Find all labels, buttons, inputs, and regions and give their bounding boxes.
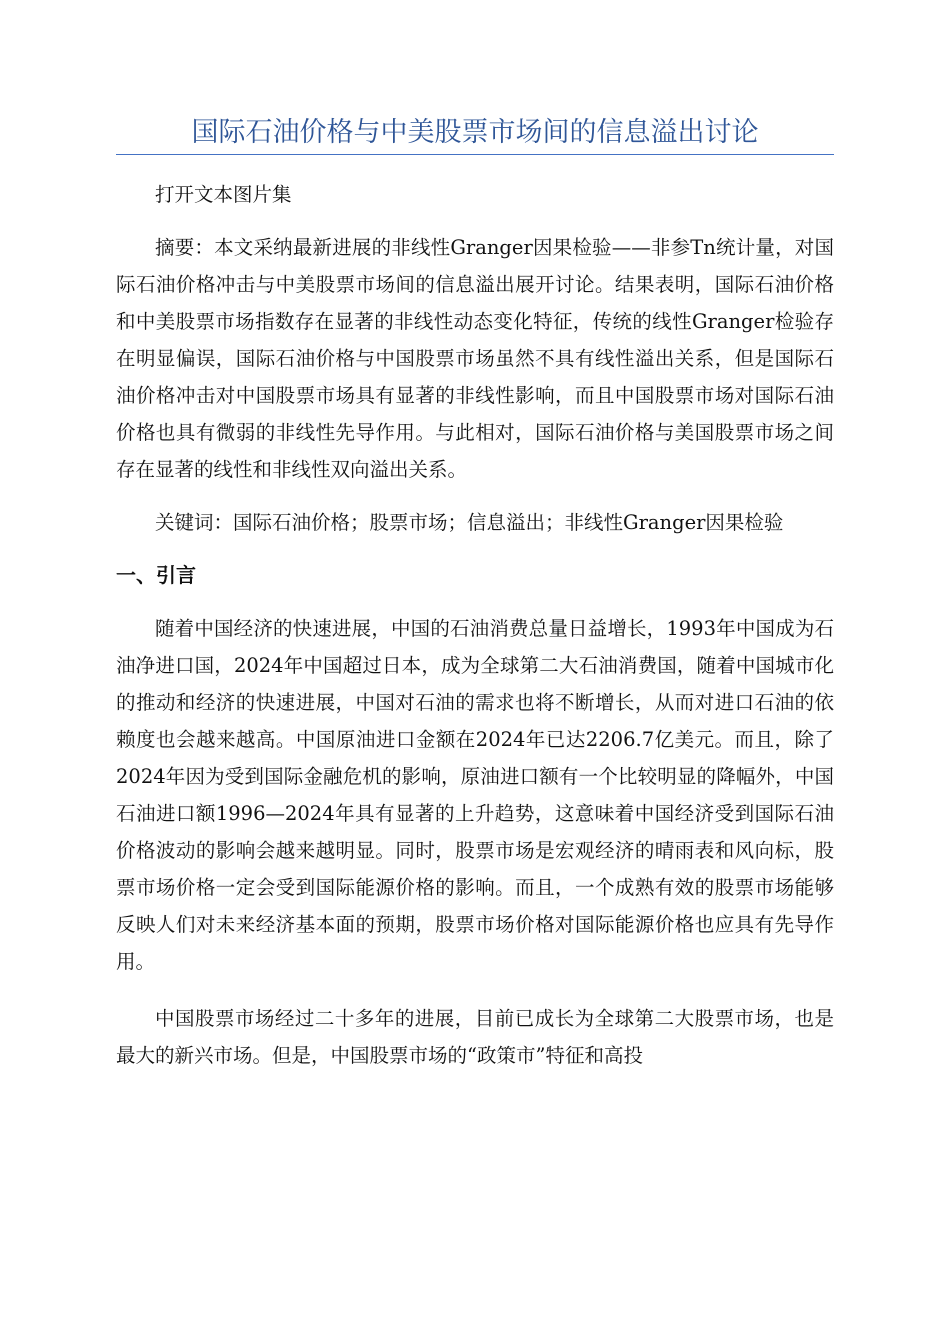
intro-paragraph-1: 随着中国经济的快速进展，中国的石油消费总量日益增长，1993年中国成为石油净进口国，2024年中国超过日本，成为全球第二大石油消费国，随着中国城市化的推动和经济的快速进展，中国对石油的需求也将不断增长，从而对进口石油的依赖度也会越来越高。中国原油进口金额在2024年已达2206.7亿美元。而且，除了2024年因为受到国际金融危机的影响，原油进口额有一个比较明显的降幅外，中国石油进口额1996—2024年具有显著的上升趋势，这意味着中国经济受到国际石油价格波动的影响会越来越明显。同时，股票市场是宏观经济的晴雨表和风向标，股票市场价格一定会受到国际能源价格的影响。而且，一个成熟有效的股票市场能够反映人们对未来经济基本面的预期，股票市场价格对国际能源价格也应具有先导作用。: [116, 617, 834, 973]
document-body: [116, 176, 834, 1074]
intro-paragraph-2: 中国股票市场经过二十多年的进展，目前已成长为全球第二大股票市场，也是最大的新兴市场。但是，中国股票市场的“政策市”特征和高投: [116, 1007, 834, 1067]
title-underline: [116, 154, 834, 155]
abstract-paragraph: 摘要：本文采纳最新进展的非线性Granger因果检验——非参Tn统计量，对国际石油价格冲击与中美股票市场间的信息溢出展开讨论。结果表明，国际石油价格和中美股票市场指数存在显著的非线性动态变化特征，传统的线性Granger检验存在明显偏误，国际石油价格与中国股票市场虽然不具有线性溢出关系，但是国际石油价格冲击对中国股票市场具有显著的非线性影响，而且中国股票市场对国际石油价格也具有微弱的非线性先导作用。与此相对，国际石油价格与美国股票市场之间存在显著的线性和非线性双向溢出关系。: [116, 236, 834, 481]
section-heading-introduction: 一、引言: [116, 563, 196, 587]
document-title: 国际石油价格与中美股票市场间的信息溢出讨论: [191, 117, 759, 148]
open-image-collection-link[interactable]: 打开文本图片集: [155, 183, 292, 206]
keywords-paragraph: 关键词：国际石油价格；股票市场；信息溢出；非线性Granger因果检验: [155, 511, 784, 534]
